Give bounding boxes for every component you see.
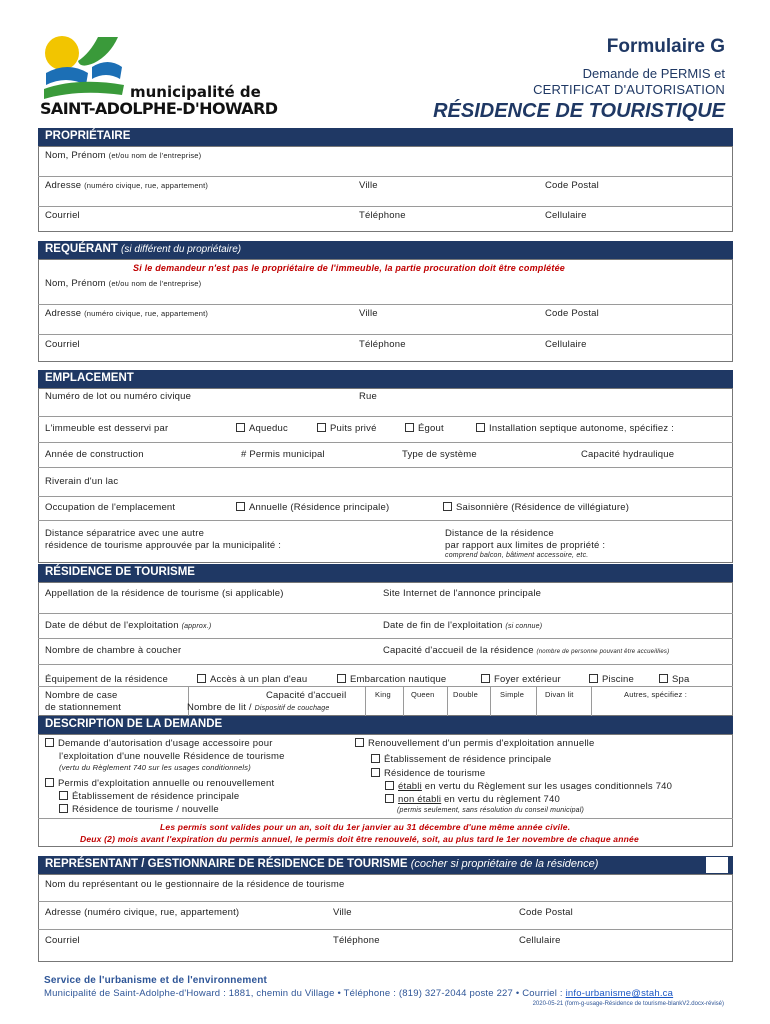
distance2-line1[interactable]: Distance de la résidence <box>445 528 554 539</box>
desservi-label: L'immeuble est desservi par <box>45 423 169 434</box>
date-fin-label[interactable]: Date de fin de l'exploitation (si connue) <box>383 620 543 631</box>
saisonniere-checkbox[interactable]: Saisonnière (Résidence de villégiature) <box>443 502 629 513</box>
checkbox-icon <box>371 754 380 763</box>
bed-queen[interactable]: Queen <box>411 690 435 699</box>
checkbox-icon <box>337 674 346 683</box>
validity-line2: Deux (2) mois avant l'expiration du permis annuel, le permis doit être renouvelé, soit, au plus tard le 1er novembre de chaque année <box>80 834 639 844</box>
type-systeme-label[interactable]: Type de système <box>402 449 477 460</box>
checkbox-icon <box>476 423 485 432</box>
subtitle-2: CERTIFICAT D'AUTORISATION <box>533 82 725 97</box>
owner-phone-label[interactable]: Téléphone <box>359 210 406 221</box>
occupation-label: Occupation de l'emplacement <box>45 502 176 513</box>
checkbox-icon <box>317 423 326 432</box>
req-name-label[interactable]: Nom, Prénom (et/ou nom de l'entreprise) <box>45 278 202 289</box>
etab-principale-right-checkbox[interactable]: Établissement de résidence principale <box>371 754 551 765</box>
foyer-checkbox[interactable]: Foyer extérieur <box>481 674 561 685</box>
etab-principale-left-checkbox[interactable]: Établissement de résidence principale <box>59 791 239 802</box>
renouvellement-checkbox[interactable]: Renouvellement d'un permis d'exploitation annuelle <box>355 738 594 749</box>
rep-phone-label[interactable]: Téléphone <box>333 935 380 946</box>
section-representant: REPRÉSENTANT / GESTIONNAIRE DE RÉSIDENCE DE TOURISME (cocher si propriétaire de la résidence) <box>38 856 733 874</box>
rep-name-label[interactable]: Nom du représentant ou le gestionnaire de la résidence de tourisme <box>45 879 345 890</box>
footer-service: Service de l'urbanisme et de l'environnement <box>44 975 268 986</box>
egout-checkbox[interactable]: Égout <box>405 423 444 434</box>
rep-cell-label[interactable]: Cellulaire <box>519 935 561 946</box>
aqueduc-checkbox[interactable]: Aqueduc <box>236 423 288 434</box>
residence-nouvelle-checkbox[interactable]: Résidence de tourisme / nouvelle <box>59 804 219 815</box>
footer-address: Municipalité de Saint-Adolphe-d'Howard : 1881, chemin du Village • Téléphone : (819) 327-2044 poste 227 • Courriel : info-urbanisme@stah.ca <box>44 988 674 999</box>
checkbox-icon <box>45 738 54 747</box>
owner-postal-label[interactable]: Code Postal <box>545 180 599 191</box>
bed-king[interactable]: King <box>375 690 391 699</box>
checkbox-icon <box>405 423 414 432</box>
req-cell-label[interactable]: Cellulaire <box>545 339 587 350</box>
bed-simple[interactable]: Simple <box>500 690 525 699</box>
distance1-line1[interactable]: Distance séparatrice avec une autre <box>45 528 205 539</box>
chambres-label[interactable]: Nombre de chambre à coucher <box>45 645 182 656</box>
usage-accessoire-checkbox[interactable]: Demande d'autorisation d'usage accessoire pour <box>45 738 273 749</box>
municipality-logo <box>38 33 288 118</box>
septique-checkbox[interactable]: Installation septique autonome, spécifiez : <box>476 423 674 434</box>
section-residence: RÉSIDENCE DE TOURISME <box>38 564 733 582</box>
rep-address-label[interactable]: Adresse (numéro civique, rue, appartement) <box>45 907 240 918</box>
checkbox-icon <box>385 781 394 790</box>
rep-email-label[interactable]: Courriel <box>45 935 80 946</box>
header-titles <box>433 36 725 123</box>
owner-email-label[interactable]: Courriel <box>45 210 80 221</box>
checkbox-icon <box>59 791 68 800</box>
checkbox-icon <box>481 674 490 683</box>
riverain-label[interactable]: Riverain d'un lac <box>45 476 119 487</box>
checkbox-icon <box>236 502 245 511</box>
validity-line1: Les permis sont valides pour un an, soit du 1er janvier au 31 décembre d'une même année civile. <box>160 822 571 832</box>
footer-email-link[interactable]: info-urbanisme@stah.ca <box>565 988 674 999</box>
checkbox-icon <box>371 768 380 777</box>
capacite-label[interactable]: Capacité d'accueil de la résidence (nombre de personne pouvant être accueillies) <box>383 645 670 656</box>
bed-double[interactable]: Double <box>453 690 478 699</box>
checkbox-icon <box>197 674 206 683</box>
lot-label[interactable]: Numéro de lot ou numéro civique <box>45 391 192 402</box>
subtitle-1: Demande de PERMIS et <box>582 66 725 81</box>
logo-line2: SAINT-ADOLPHE-D'HOWARD <box>40 99 278 118</box>
non-etabli-checkbox[interactable]: non établi en vertu du règlement 740 <box>385 794 560 805</box>
checkbox-icon <box>385 794 394 803</box>
footer-doc-ref: 2020-05-21 (form-g-usage-Résidence de tourisme-blankV2.docx-révisé) <box>532 1001 724 1007</box>
spa-checkbox[interactable]: Spa <box>659 674 690 685</box>
owner-address-label[interactable]: Adresse (numéro civique, rue, appartement) <box>45 180 209 191</box>
piscine-checkbox[interactable]: Piscine <box>589 674 634 685</box>
capacite-accueil-label[interactable]: Capacité d'accueil <box>266 690 347 701</box>
etabli-checkbox[interactable]: établi en vertu du Règlement sur les usages conditionnels 740 <box>385 781 672 792</box>
residence-tourisme-checkbox[interactable]: Résidence de tourisme <box>371 768 485 779</box>
checkbox-icon <box>45 778 54 787</box>
checkbox-icon <box>589 674 598 683</box>
annuelle-checkbox[interactable]: Annuelle (Résidence principale) <box>236 502 389 513</box>
permis-exploitation-checkbox[interactable]: Permis d'exploitation annuelle ou renouvellement <box>45 778 274 789</box>
req-email-label[interactable]: Courriel <box>45 339 80 350</box>
embarcation-checkbox[interactable]: Embarcation nautique <box>337 674 446 685</box>
nombre-lit-label: Nombre de lit / Dispositif de couchage <box>187 702 330 713</box>
rep-city-label[interactable]: Ville <box>333 907 352 918</box>
annee-label[interactable]: Année de construction <box>45 449 144 460</box>
req-address-label[interactable]: Adresse (numéro civique, rue, appartement) <box>45 308 209 319</box>
date-debut-label[interactable]: Date de début de l'exploitation (approx.) <box>45 620 212 631</box>
checkbox-icon <box>236 423 245 432</box>
case-label-2: de stationnement <box>45 702 122 713</box>
equipement-label: Équipement de la résidence <box>45 674 168 685</box>
section-proprietaire: PROPRIÉTAIRE <box>38 128 733 146</box>
appellation-label[interactable]: Appellation de la résidence de tourisme (si applicable) <box>45 588 284 599</box>
street-label[interactable]: Rue <box>359 391 378 402</box>
checkbox-icon <box>659 674 668 683</box>
usage-note: (vertu du Règlement 740 sur les usages conditionnels) <box>59 763 251 772</box>
distance1-line2: résidence de tourisme approuvée par la municipalité : <box>45 540 282 551</box>
capacite-hydraulique-label[interactable]: Capacité hydraulique <box>581 449 675 460</box>
checkbox-icon <box>443 502 452 511</box>
owner-name-label[interactable]: Nom, Prénom (et/ou nom de l'entreprise) <box>45 150 202 161</box>
main-title: RÉSIDENCE DE TOURISTIQUE <box>433 100 725 122</box>
procuration-warning: Si le demandeur n'est pas le propriétaire de l'immeuble, la partie procuration doit être complétée <box>133 263 565 273</box>
form-title: Formulaire G <box>606 36 725 57</box>
section-description: DESCRIPTION DE LA DEMANDE <box>38 716 733 734</box>
checkbox-icon <box>355 738 364 747</box>
distance2-note: comprend balcon, bâtiment accessoire, etc. <box>445 552 589 559</box>
distance2-line2: par rapport aux limites de propriété : <box>445 540 606 551</box>
bed-autres[interactable]: Autres, spécifiez : <box>624 690 687 699</box>
req-city-label[interactable]: Ville <box>359 308 378 319</box>
site-label[interactable]: Site Internet de l'annonce principale <box>383 588 542 599</box>
case-label-1[interactable]: Nombre de case <box>45 690 118 701</box>
req-phone-label[interactable]: Téléphone <box>359 339 406 350</box>
owner-city-label[interactable]: Ville <box>359 180 378 191</box>
puits-checkbox[interactable]: Puits privé <box>317 423 377 434</box>
owner-cell-label[interactable]: Cellulaire <box>545 210 587 221</box>
section-requerant: REQUÉRANT (si différent du propriétaire) <box>38 241 733 259</box>
permis-label[interactable]: # Permis municipal <box>241 449 325 460</box>
acces-plan-checkbox[interactable]: Accès à un plan d'eau <box>197 674 307 685</box>
rep-postal-label[interactable]: Code Postal <box>519 907 573 918</box>
proprietaire-checkbox[interactable] <box>705 856 729 874</box>
usage-accessoire-line2: l'exploitation d'une nouvelle Résidence de tourisme <box>59 751 285 762</box>
section-emplacement: EMPLACEMENT <box>38 370 733 388</box>
checkbox-icon <box>59 804 68 813</box>
req-postal-label[interactable]: Code Postal <box>545 308 599 319</box>
resolution-note: (permis seulement, sans résolution du conseil municipal) <box>397 807 585 814</box>
logo-line1: municipalité de <box>130 83 261 101</box>
bed-divan-lit[interactable]: Divan lit <box>545 690 574 699</box>
